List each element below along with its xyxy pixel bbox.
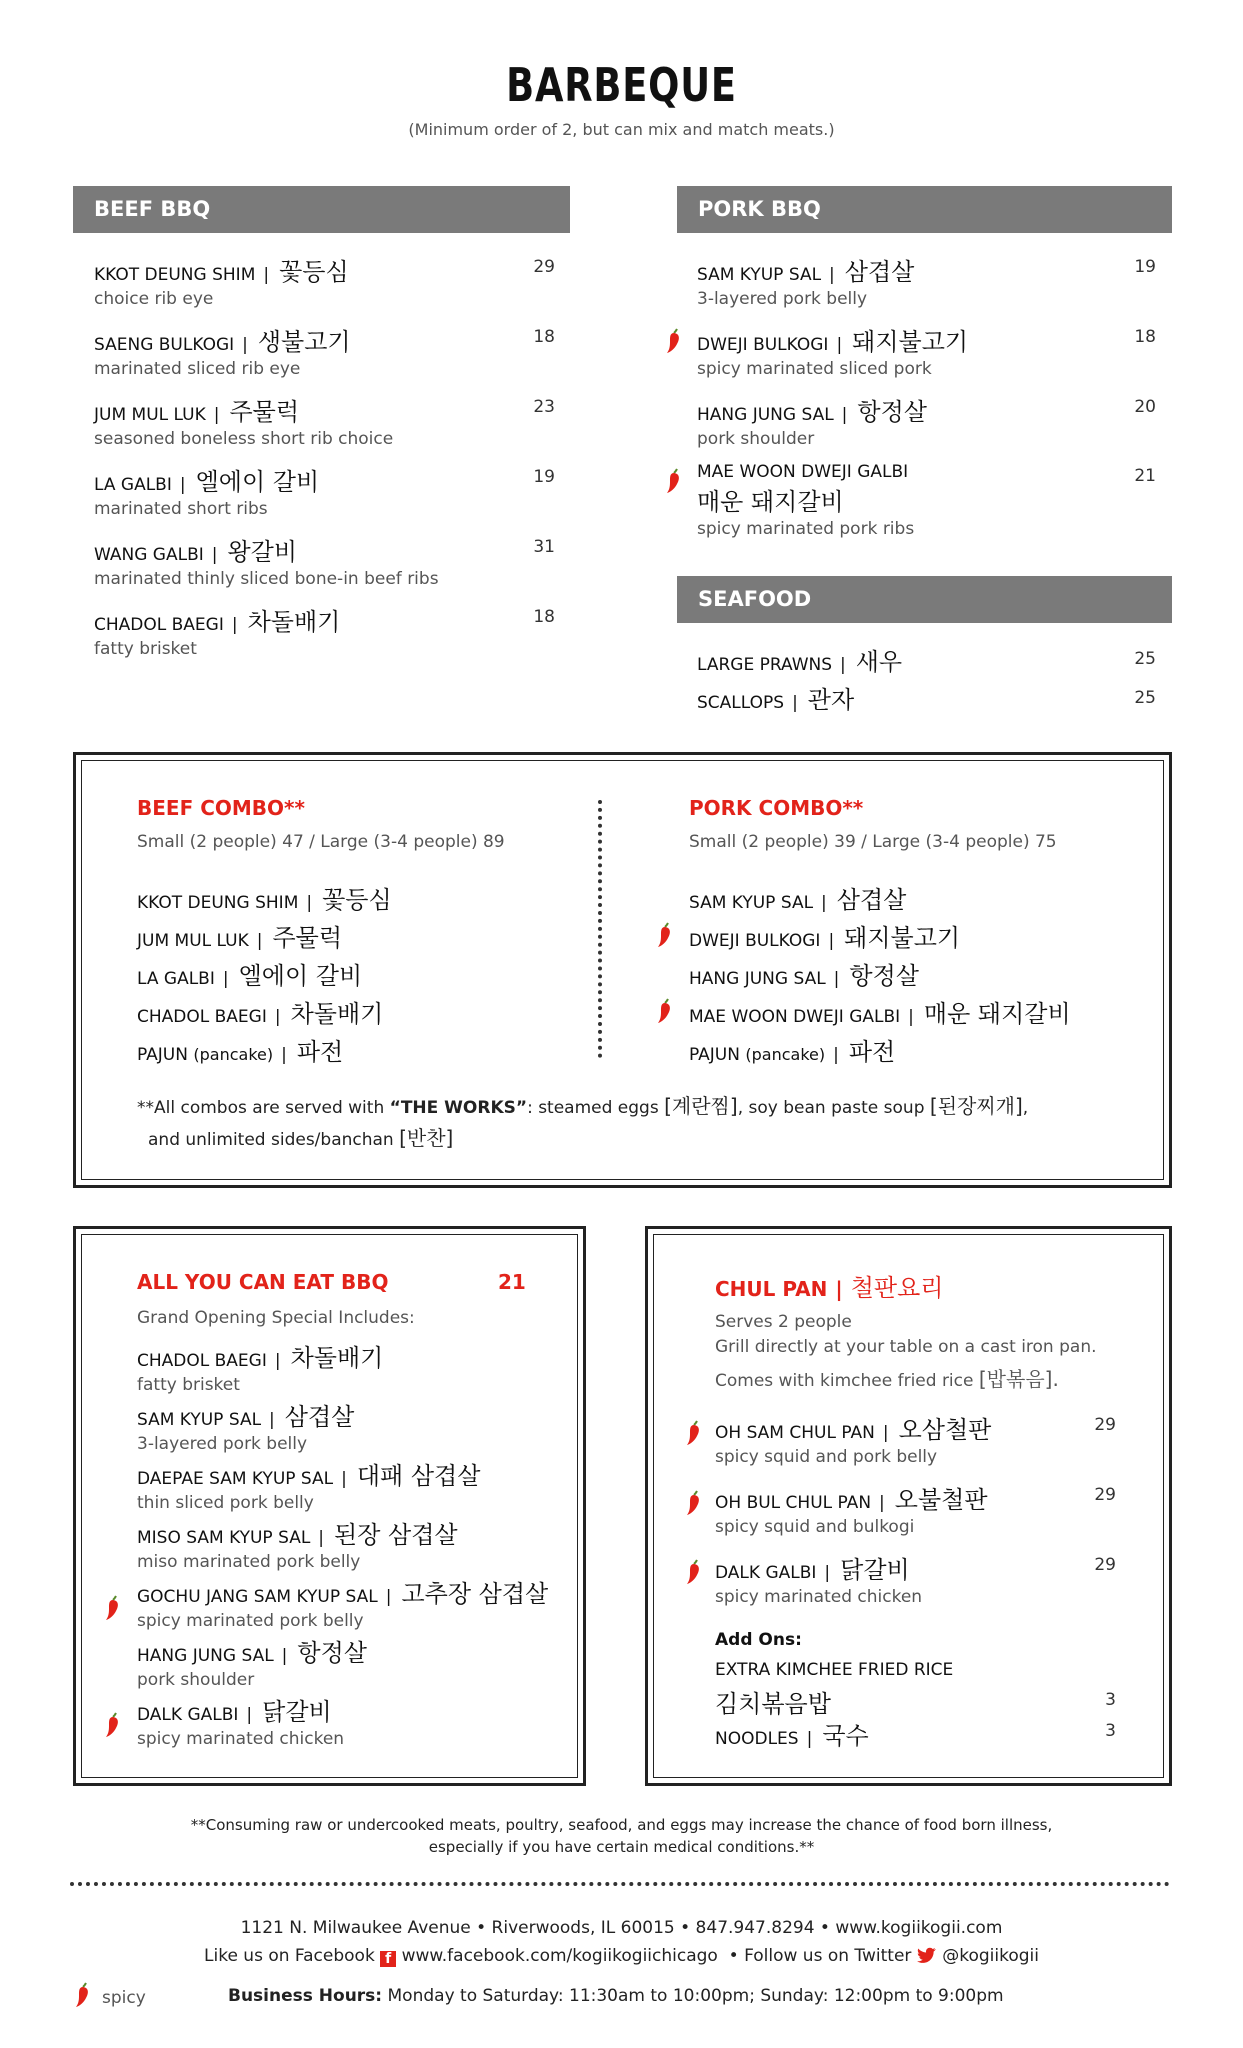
item-desc: spicy marinated pork ribs bbox=[697, 519, 915, 539]
item-desc: spicy marinated sliced pork bbox=[697, 359, 932, 379]
item-korean: 꽃등심 bbox=[322, 886, 392, 914]
item-korean: 차돌배기 bbox=[290, 1000, 384, 1028]
beef-item: WANG GALBI | 왕갈비 marinated thinly sliced bone-in beef ribs bbox=[94, 538, 439, 589]
item-desc: spicy marinated pork belly bbox=[137, 1611, 364, 1631]
page-title: BARBEQUE bbox=[506, 58, 737, 112]
pork-item: HANG JUNG SAL | 항정살 pork shoulder bbox=[697, 398, 927, 449]
item-desc: 3-layered pork belly bbox=[697, 289, 868, 309]
item-name: GOCHU JANG SAM KYUP SAL bbox=[137, 1587, 378, 1607]
item-name: PAJUN bbox=[689, 1045, 740, 1065]
item-korean: 대패 삼겹살 bbox=[356, 1462, 481, 1490]
item-name: MAE WOON DWEJI GALBI bbox=[689, 1007, 901, 1027]
item-name: LA GALBI bbox=[137, 969, 215, 989]
item-price: 19 bbox=[533, 467, 555, 487]
item-price: 18 bbox=[533, 607, 555, 627]
spicy-chili-icon bbox=[685, 1559, 703, 1585]
seafood-heading: SEAFOOD bbox=[677, 576, 1172, 623]
item-korean: 돼지불고기 bbox=[852, 328, 969, 356]
spicy-chili-icon bbox=[665, 328, 683, 354]
item-desc: choice rib eye bbox=[94, 289, 214, 309]
beef-combo-heading: BEEF COMBO** bbox=[137, 796, 305, 820]
item-name: LARGE PRAWNS bbox=[697, 655, 833, 675]
combo-item: MAE WOON DWEJI GALBI | 매운 돼지갈비 bbox=[689, 1000, 1071, 1028]
item-name: LA GALBI bbox=[94, 475, 172, 495]
spicy-chili-icon bbox=[685, 1420, 703, 1446]
spicy-chili-icon bbox=[74, 1982, 92, 2008]
combo-item: LA GALBI | 엘에이 갈비 bbox=[137, 962, 363, 990]
combo-item: JUM MUL LUK | 주물럭 bbox=[137, 924, 343, 952]
chul-pan-line2: Grill directly at your table on a cast iron pan. bbox=[715, 1337, 1097, 1357]
combo-item: KKOT DEUNG SHIM | 꽃등심 bbox=[137, 886, 392, 914]
item-korean: 닭갈비 bbox=[840, 1556, 910, 1584]
item-korean: 고추장 삼겹살 bbox=[401, 1580, 549, 1608]
addon-price: 3 bbox=[1105, 1721, 1116, 1741]
ayce-heading: ALL YOU CAN EAT BBQ bbox=[137, 1270, 389, 1294]
item-name: JUM MUL LUK bbox=[94, 405, 206, 425]
item-korean: 꽃등심 bbox=[279, 258, 349, 286]
item-name: KKOT DEUNG SHIM bbox=[94, 265, 256, 285]
twitter-icon[interactable] bbox=[917, 1947, 937, 1963]
item-korean: 삼겹살 bbox=[284, 1403, 355, 1431]
spicy-chili-icon bbox=[685, 1490, 703, 1516]
item-korean: 항정살 bbox=[849, 962, 919, 990]
combo-item: CHADOL BAEGI | 차돌배기 bbox=[137, 1000, 384, 1028]
item-korean: 닭갈비 bbox=[262, 1698, 332, 1726]
item-name: CHADOL BAEGI bbox=[94, 615, 224, 635]
item-price: 18 bbox=[1134, 327, 1156, 347]
pork-bbq-heading: PORK BBQ bbox=[677, 186, 1172, 233]
item-price: 29 bbox=[1094, 1485, 1116, 1505]
page-subtitle: (Minimum order of 2, but can mix and match meats.) bbox=[408, 120, 835, 139]
item-desc: spicy squid and pork belly bbox=[715, 1447, 938, 1467]
pork-item bbox=[697, 462, 914, 539]
item-desc: fatty brisket bbox=[137, 1375, 240, 1395]
warning-line2: especially if you have certain medical conditions.** bbox=[428, 1838, 815, 1856]
item-name: DWEJI BULKOGI bbox=[697, 335, 829, 355]
item-price: 31 bbox=[533, 537, 555, 557]
item-korean: 파전 bbox=[296, 1038, 344, 1066]
item-korean: 오삼철판 bbox=[898, 1416, 992, 1444]
item-desc: spicy marinated chicken bbox=[715, 1587, 923, 1607]
item-price: 29 bbox=[533, 257, 555, 277]
beef-bbq-heading: BEEF BBQ bbox=[73, 186, 570, 233]
item-price: 21 bbox=[1134, 466, 1156, 486]
item-name: MAE WOON DWEJI GALBI bbox=[697, 462, 909, 482]
combo-item: PAJUN (pancake) | 파전 bbox=[689, 1038, 896, 1066]
ayce-item: DAEPAE SAM KYUP SAL | 대패 삼겹살 thin sliced pork belly bbox=[137, 1462, 481, 1513]
business-hours: Business Hours: Monday to Saturday: 11:30am to 10:00pm; Sunday: 12:00pm to 9:00pm bbox=[228, 1986, 1004, 2006]
item-korean: 김치볶음밥 bbox=[715, 1690, 831, 1718]
item-desc: spicy marinated chicken bbox=[137, 1729, 345, 1749]
item-korean: 돼지불고기 bbox=[844, 924, 961, 952]
item-korean: 새우 bbox=[855, 648, 903, 676]
item-name: DWEJI BULKOGI bbox=[689, 931, 821, 951]
item-price: 18 bbox=[533, 327, 555, 347]
item-desc: marinated thinly sliced bone-in beef ribs bbox=[94, 569, 439, 589]
item-name: DALK GALBI bbox=[715, 1563, 817, 1583]
ayce-price: 21 bbox=[498, 1270, 526, 1294]
warning-line1: **Consuming raw or undercooked meats, poultry, seafood, and eggs may increase the chance of food born illness, bbox=[190, 1816, 1053, 1834]
item-desc: fatty brisket bbox=[94, 639, 197, 659]
beef-item: KKOT DEUNG SHIM | 꽃등심 choice rib eye bbox=[94, 258, 349, 309]
item-korean: 관자 bbox=[807, 686, 855, 714]
item-korean: 항정살 bbox=[857, 398, 927, 426]
spicy-chili-icon bbox=[656, 922, 674, 948]
addons-label: Add Ons: bbox=[715, 1630, 802, 1650]
item-price: 25 bbox=[1134, 688, 1156, 708]
combo-item: HANG JUNG SAL | 항정살 bbox=[689, 962, 919, 990]
item-korean: 엘에이 갈비 bbox=[195, 468, 320, 496]
spicy-legend: spicy bbox=[102, 1988, 146, 2008]
item-name: CHADOL BAEGI bbox=[137, 1351, 267, 1371]
chul-pan-heading: CHUL PAN | 철판요리 bbox=[715, 1274, 944, 1302]
pork-item: DWEJI BULKOGI | 돼지불고기 spicy marinated sliced pork bbox=[697, 328, 969, 379]
beef-item: CHADOL BAEGI | 차돌배기 fatty brisket bbox=[94, 608, 341, 659]
ayce-item: GOCHU JANG SAM KYUP SAL | 고추장 삼겹살 spicy marinated pork belly bbox=[137, 1580, 549, 1631]
chul-pan-item: OH SAM CHUL PAN | 오삼철판 spicy squid and pork belly bbox=[715, 1416, 992, 1467]
item-name: DAEPAE SAM KYUP SAL bbox=[137, 1469, 334, 1489]
item-name: SAM KYUP SAL bbox=[137, 1410, 262, 1430]
item-korean: 주물럭 bbox=[229, 398, 300, 426]
item-korean: 파전 bbox=[848, 1038, 896, 1066]
item-name: SCALLOPS bbox=[697, 693, 785, 713]
twitter-label: • Follow us on Twitter bbox=[728, 1946, 912, 1966]
spicy-chili-icon bbox=[104, 1712, 122, 1738]
beef-item: SAENG BULKOGI | 생불고기 marinated sliced rib eye bbox=[94, 328, 351, 379]
facebook-link[interactable]: www.facebook.com/kogiikogiichicago bbox=[401, 1946, 718, 1966]
item-name: HANG JUNG SAL bbox=[137, 1646, 274, 1666]
addon-item-name: EXTRA KIMCHEE FRIED RICE bbox=[715, 1660, 954, 1680]
item-name: DALK GALBI bbox=[137, 1705, 239, 1725]
chul-pan-line3: Comes with kimchee fried rice [밥볶음]. bbox=[715, 1367, 1059, 1391]
chul-pan-item: DALK GALBI | 닭갈비 spicy marinated chicken bbox=[715, 1556, 923, 1607]
ayce-intro: Grand Opening Special Includes: bbox=[137, 1308, 415, 1328]
chul-pan-line1: Serves 2 people bbox=[715, 1312, 852, 1332]
item-korean: 생불고기 bbox=[257, 328, 351, 356]
spicy-chili-icon bbox=[656, 998, 674, 1024]
item-name: HANG JUNG SAL bbox=[697, 405, 834, 425]
item-name: SAM KYUP SAL bbox=[689, 893, 814, 913]
addon-price: 3 bbox=[1105, 1690, 1116, 1710]
item-name: NOODLES bbox=[715, 1729, 799, 1749]
chul-pan-item: OH BUL CHUL PAN | 오불철판 spicy squid and bulkogi bbox=[715, 1486, 988, 1537]
footer-divider bbox=[70, 1882, 1170, 1886]
item-korean: 삼겹살 bbox=[836, 886, 907, 914]
ayce-item: CHADOL BAEGI | 차돌배기 fatty brisket bbox=[137, 1344, 384, 1395]
combo-item: DWEJI BULKOGI | 돼지불고기 bbox=[689, 924, 961, 952]
item-korean: 국수 bbox=[822, 1722, 869, 1750]
item-korean: 엘에이 갈비 bbox=[238, 962, 363, 990]
item-name: PAJUN bbox=[137, 1045, 188, 1065]
facebook-label: Like us on Facebook bbox=[204, 1946, 375, 1966]
addon-item: NOODLES | 국수 bbox=[715, 1722, 869, 1750]
item-name: MISO SAM KYUP SAL bbox=[137, 1528, 311, 1548]
item-name: OH BUL CHUL PAN bbox=[715, 1493, 872, 1513]
item-name: WANG GALBI bbox=[94, 545, 204, 565]
item-desc: 3-layered pork belly bbox=[137, 1434, 308, 1454]
ayce-item: SAM KYUP SAL | 삼겹살 3-layered pork belly bbox=[137, 1403, 355, 1454]
item-desc: miso marinated pork belly bbox=[137, 1552, 361, 1572]
beef-item: LA GALBI | 엘에이 갈비 marinated short ribs bbox=[94, 468, 320, 519]
item-desc: seasoned boneless short rib choice bbox=[94, 429, 394, 449]
item-korean: 된장 삼겹살 bbox=[334, 1521, 458, 1549]
item-name: OH SAM CHUL PAN bbox=[715, 1423, 875, 1443]
spicy-chili-icon bbox=[665, 468, 683, 494]
combo-note: **All combos are served with “THE WORKS”: steamed eggs [계란찜], soy bean paste soup [된장찌개], bbox=[137, 1094, 1029, 1118]
item-name: KKOT DEUNG SHIM bbox=[137, 893, 299, 913]
seafood-item: SCALLOPS | 관자 bbox=[697, 686, 855, 714]
combo-item: SAM KYUP SAL | 삼겹살 bbox=[689, 886, 907, 914]
item-desc: marinated short ribs bbox=[94, 499, 268, 519]
pork-item: SAM KYUP SAL | 삼겹살 3-layered pork belly bbox=[697, 258, 915, 309]
item-desc: pork shoulder bbox=[137, 1670, 255, 1690]
addon-item bbox=[715, 1684, 831, 1719]
item-price: 29 bbox=[1094, 1415, 1116, 1435]
item-korean: 차돌배기 bbox=[247, 608, 341, 636]
item-korean: 주물럭 bbox=[272, 924, 343, 952]
ayce-item: HANG JUNG SAL | 항정살 pork shoulder bbox=[137, 1639, 367, 1690]
item-desc: pork shoulder bbox=[697, 429, 815, 449]
item-korean: 항정살 bbox=[297, 1639, 367, 1667]
pork-combo-sizes: Small (2 people) 39 / Large (3-4 people) 75 bbox=[689, 832, 1057, 852]
item-korean: 오불철판 bbox=[894, 1486, 988, 1514]
item-desc: marinated sliced rib eye bbox=[94, 359, 301, 379]
twitter-handle[interactable]: @kogiikogii bbox=[942, 1946, 1039, 1966]
item-name: SAM KYUP SAL bbox=[697, 265, 822, 285]
combo-item: PAJUN (pancake) | 파전 bbox=[137, 1038, 344, 1066]
item-korean: 차돌배기 bbox=[290, 1344, 384, 1372]
ayce-item: MISO SAM KYUP SAL | 된장 삼겹살 miso marinated pork belly bbox=[137, 1521, 458, 1572]
item-name: HANG JUNG SAL bbox=[689, 969, 826, 989]
item-name: CHADOL BAEGI bbox=[137, 1007, 267, 1027]
item-korean: 삼겹살 bbox=[844, 258, 915, 286]
address-line: 1121 N. Milwaukee Avenue • Riverwoods, IL 60015 • 847.947.8294 • www.kogiikogii.com bbox=[240, 1918, 1003, 1938]
item-korean: 왕갈비 bbox=[227, 538, 298, 566]
beef-combo-sizes: Small (2 people) 47 / Large (3-4 people) 89 bbox=[137, 832, 505, 852]
item-note: (pancake) bbox=[193, 1045, 274, 1064]
ayce-item: DALK GALBI | 닭갈비 spicy marinated chicken bbox=[137, 1698, 345, 1749]
item-price: 20 bbox=[1134, 397, 1156, 417]
facebook-icon[interactable]: f bbox=[380, 1951, 396, 1967]
item-price: 19 bbox=[1134, 257, 1156, 277]
spicy-chili-icon bbox=[104, 1595, 122, 1621]
pork-combo-heading: PORK COMBO** bbox=[689, 796, 864, 820]
item-price: 23 bbox=[533, 397, 555, 417]
seafood-item: LARGE PRAWNS | 새우 bbox=[697, 648, 903, 676]
beef-item: JUM MUL LUK | 주물럭 seasoned boneless short rib choice bbox=[94, 398, 394, 449]
item-name: SAENG BULKOGI bbox=[94, 335, 235, 355]
combo-divider bbox=[598, 800, 602, 1058]
item-desc: thin sliced pork belly bbox=[137, 1493, 314, 1513]
item-korean: 매운 돼지갈비 bbox=[697, 488, 844, 516]
item-price: 25 bbox=[1134, 649, 1156, 669]
item-korean: 매운 돼지갈비 bbox=[923, 1000, 1071, 1028]
social-line bbox=[0, 1946, 1243, 1967]
item-note: (pancake) bbox=[745, 1045, 826, 1064]
item-price: 29 bbox=[1094, 1555, 1116, 1575]
item-name: JUM MUL LUK bbox=[137, 931, 249, 951]
item-desc: spicy squid and bulkogi bbox=[715, 1517, 915, 1537]
combo-note-line2: and unlimited sides/banchan [반찬] bbox=[148, 1126, 454, 1150]
